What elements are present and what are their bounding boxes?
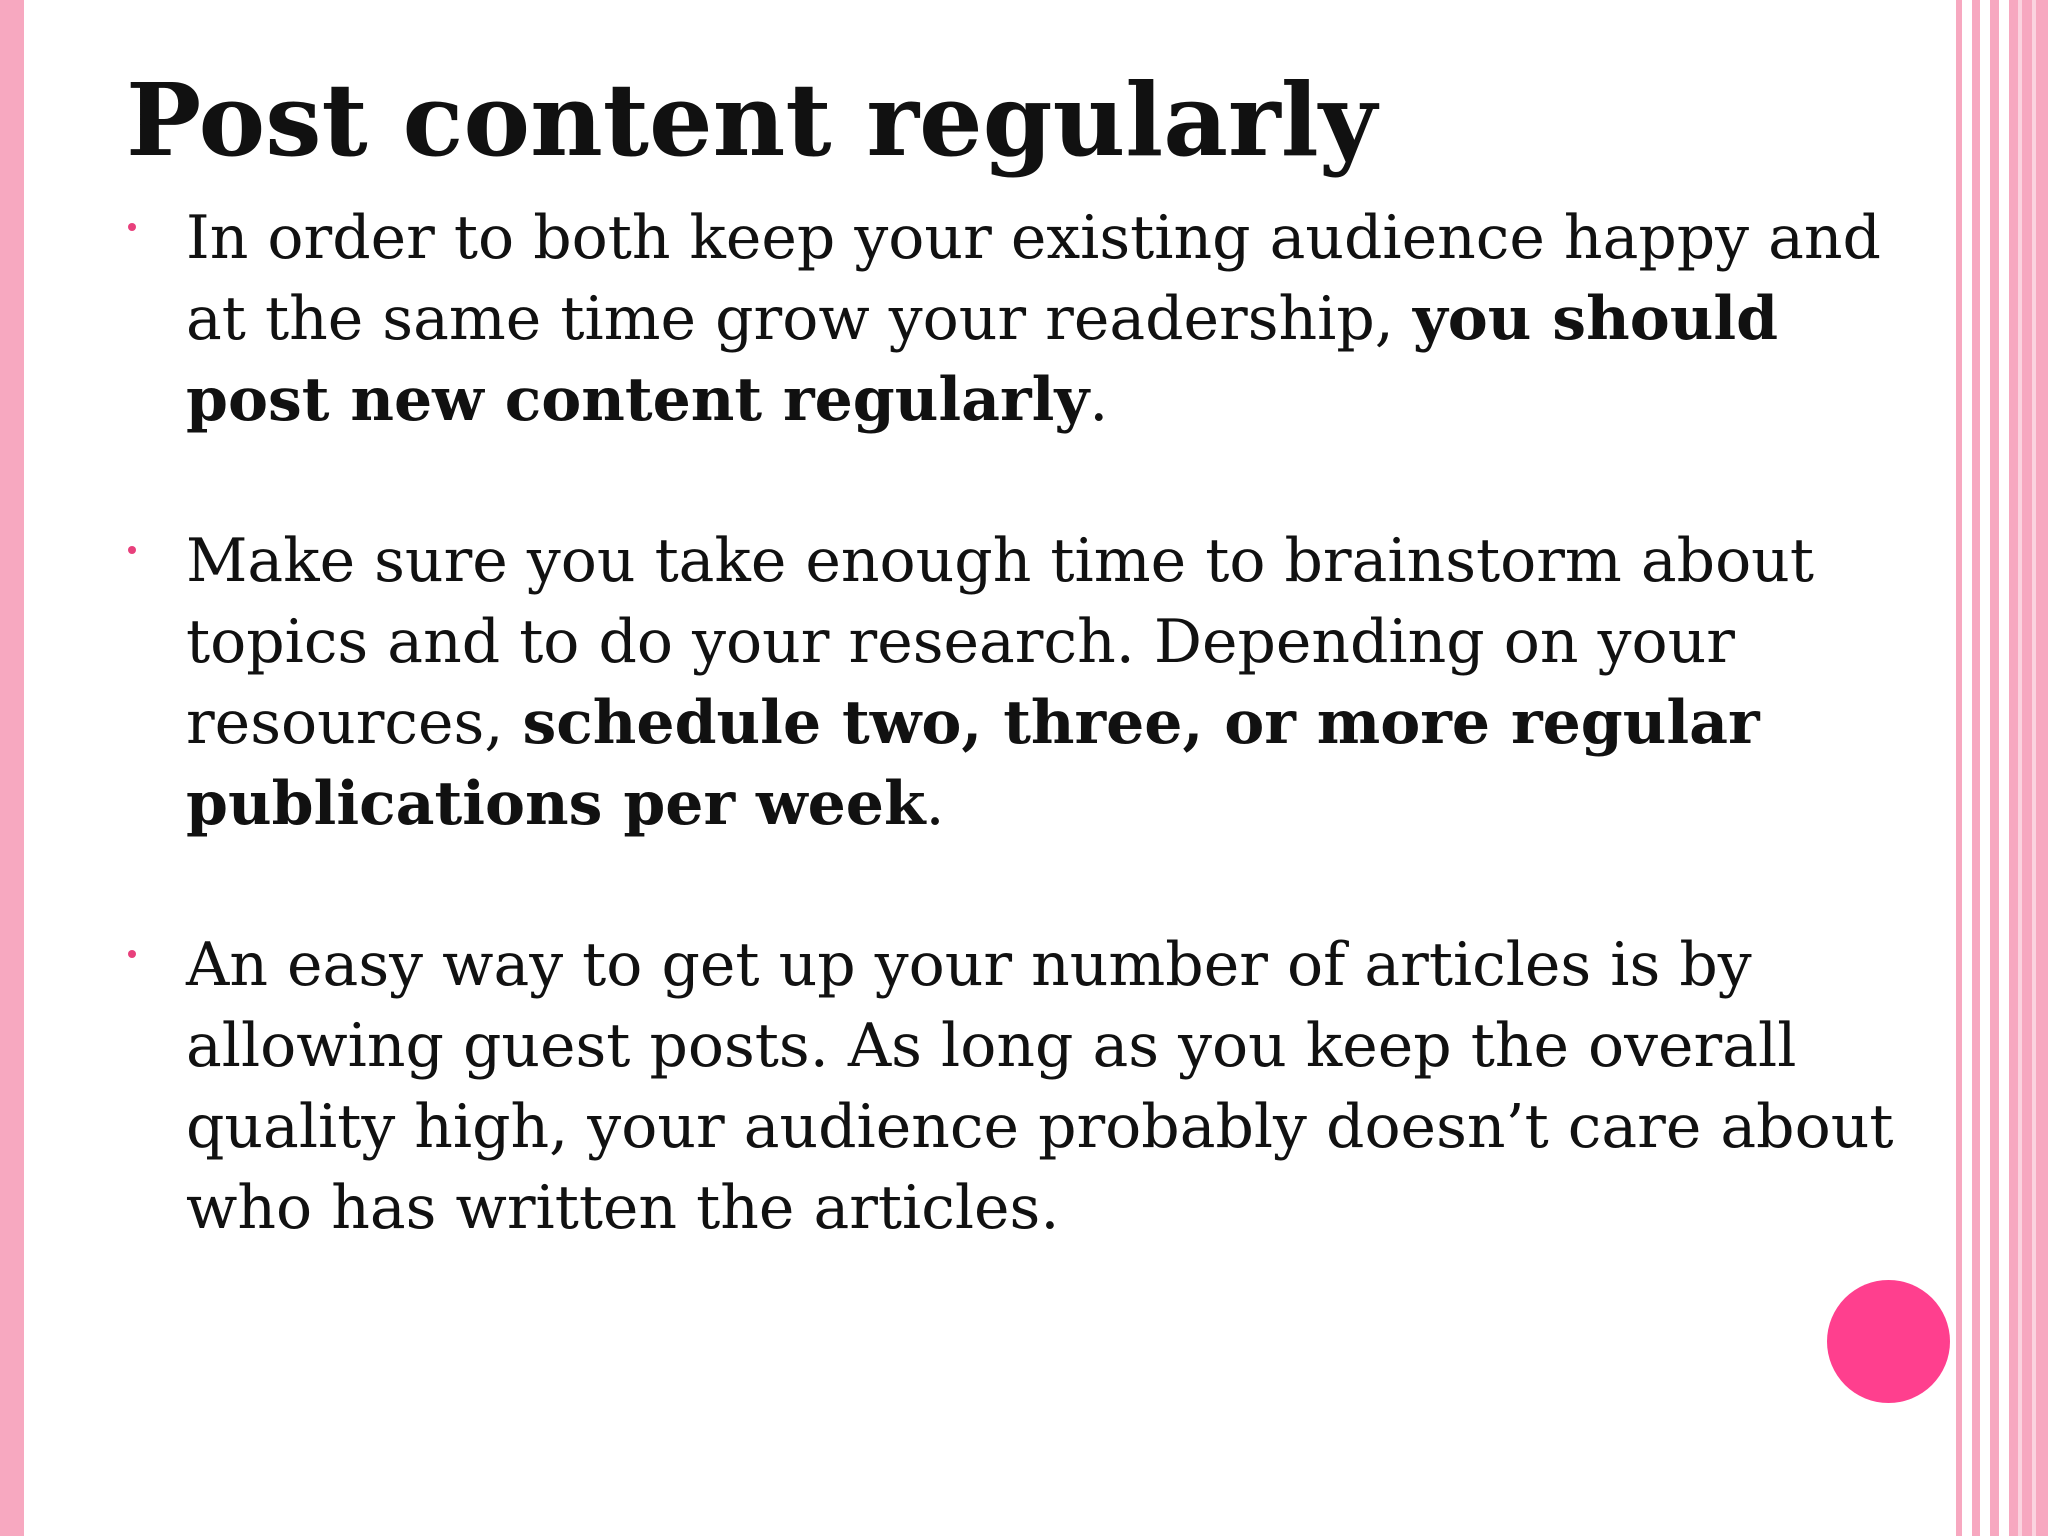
- right-border-gap: [1999, 0, 2009, 1536]
- bullet-text-end: .: [1089, 365, 1109, 435]
- bullet-list: [126, 198, 1916, 1329]
- left-border-stripe: [0, 0, 24, 1536]
- right-border-stripe: [1990, 0, 1999, 1536]
- right-border-highlight: [2018, 0, 2022, 1536]
- bullet-text: In order to both keep your existing audience happy and at the same time grow your readership,: [186, 203, 1881, 354]
- bullet-dot-icon: [128, 223, 136, 231]
- pink-circle-accent-icon: [1827, 1280, 1950, 1403]
- bullet-item: [126, 925, 1916, 1249]
- bullet-text: An easy way to get up your number of articles is by allowing guest posts. As long as you keep the overall quality high, your audience probably doesn’t care about who has written the articles.: [186, 930, 1894, 1243]
- bullet-dot-icon: [128, 546, 136, 554]
- right-border-stripe: [2009, 0, 2048, 1536]
- bullet-dot-icon: [128, 950, 136, 958]
- bullet-text-end: .: [925, 769, 945, 839]
- right-border-gap: [1962, 0, 1972, 1536]
- bullet-bold-text: schedule two, three, or more regular publications per week: [186, 688, 1760, 839]
- slide-title: Post content regularly: [126, 61, 1377, 179]
- right-border-gap: [1980, 0, 1990, 1536]
- bullet-item: [126, 521, 1916, 845]
- bullet-text: Make sure you take enough time to brainstorm about topics and to do your research. Depending on your resources,: [186, 526, 1814, 758]
- right-border-highlight: [2032, 0, 2036, 1536]
- bullet-item: [126, 198, 1916, 441]
- right-border-stripe: [1972, 0, 1980, 1536]
- bullet-bold-text: you should post new content regularly: [186, 284, 1779, 435]
